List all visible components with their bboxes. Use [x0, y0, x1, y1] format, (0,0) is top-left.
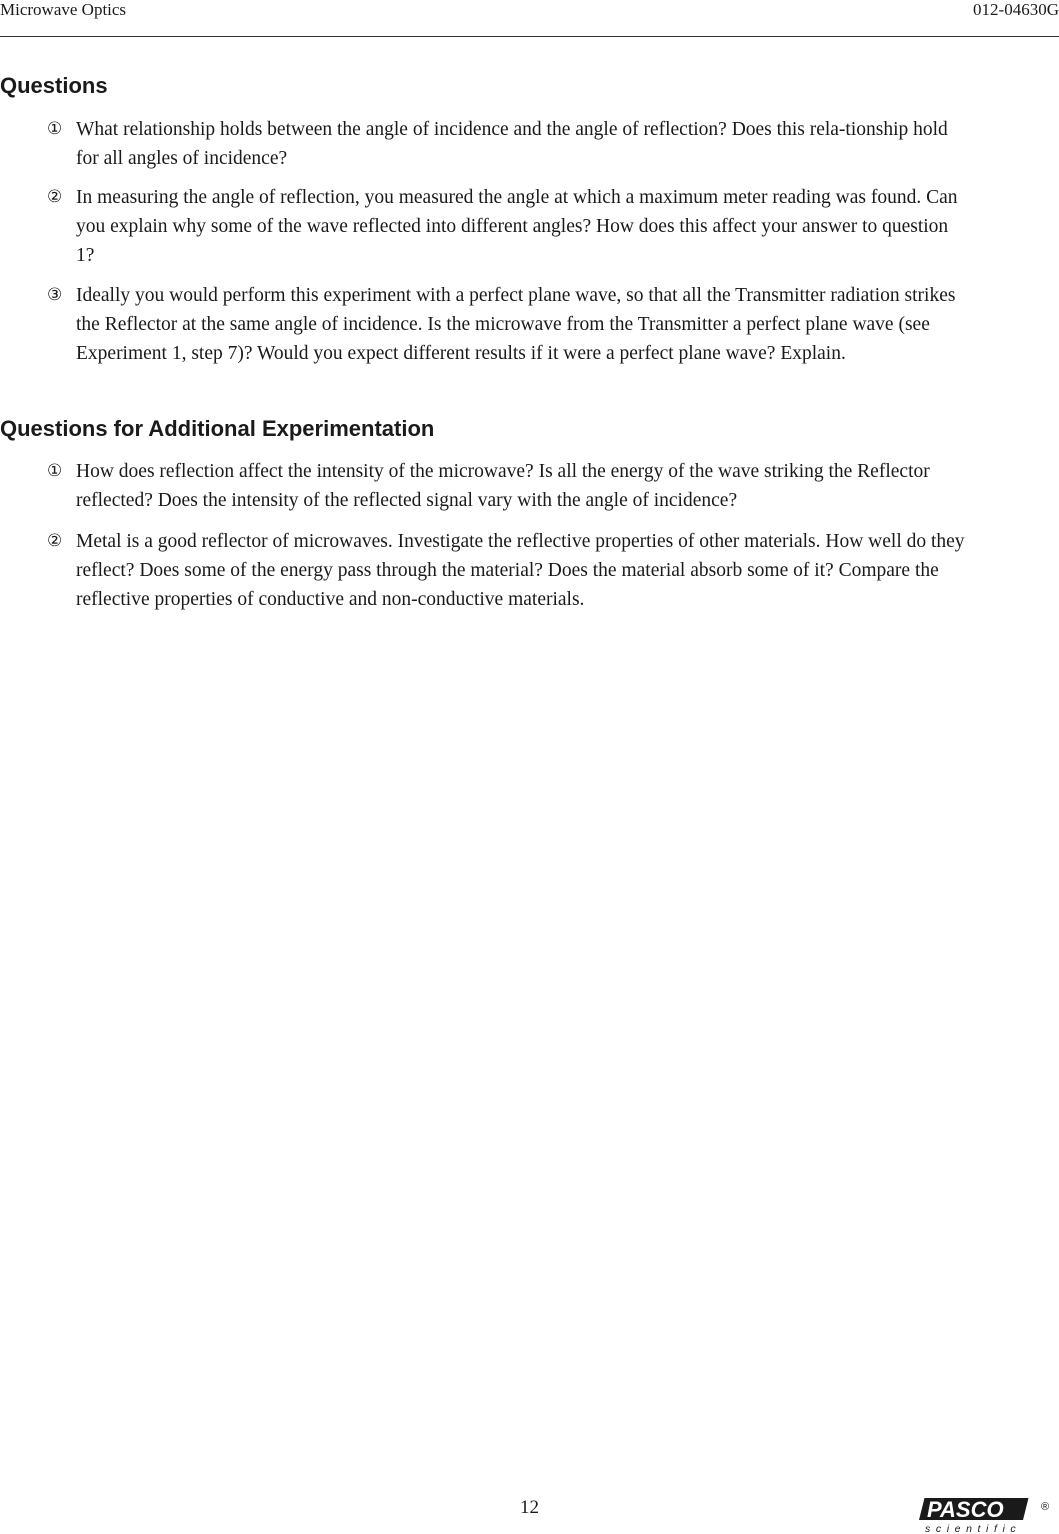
question-text: Metal is a good reflector of microwaves. Investigate the reflective properties of other materials. How well do they reflect? Does some of the energy pass through the material? Does the material absorb some of it? Compare the reflective properties of conductive and non-conductive materials. [76, 531, 965, 610]
additional-question-item-1 [47, 457, 967, 515]
question-number: ① [47, 461, 63, 481]
question-number: ② [47, 187, 63, 207]
header-divider [0, 36, 1059, 37]
question-number: ① [47, 119, 63, 139]
question-item-1 [47, 115, 967, 173]
question-text: In measuring the angle of reflection, you measured the angle at which a maximum meter reading was found. Can you explain why some of the wave reflected into different angles? How does this affect your answer to question 1? [76, 187, 958, 266]
question-number: ③ [47, 285, 63, 305]
page-number: 12 [520, 1497, 539, 1518]
question-text: Ideally you would perform this experiment with a perfect plane wave, so that all the Transmitter radiation strikes the Reflector at the same angle of incidence. Is the microwave from the Transmitter a perfect plane wave (see Experiment 1, step 7)? Would you expect different results if it were a perfect plane wave? Explain. [76, 285, 956, 364]
registered-mark: ® [1041, 1501, 1050, 1513]
question-item-2 [47, 183, 967, 270]
section-heading-additional-experimentation: Questions for Additional Experimentation [0, 416, 435, 441]
section-heading-questions: Questions [0, 73, 108, 98]
question-text: What relationship holds between the angle of incidence and the angle of reflection? Does this rela-tionship hold for all angles of incidence? [76, 119, 948, 169]
pasco-logo [915, 1496, 1055, 1534]
logo-wordmark: PASCO [927, 1497, 1004, 1522]
running-header-doc-number: 012-04630G [973, 0, 1059, 19]
question-number: ② [47, 531, 63, 551]
question-text: How does reflection affect the intensity of the microwave? Is all the energy of the wave striking the Reflector reflected? Does the intensity of the reflected signal vary with the angle of incidence? [76, 461, 930, 511]
additional-question-item-2 [47, 527, 967, 614]
logo-subtext: scientific [925, 1523, 1022, 1534]
question-item-3 [47, 281, 967, 368]
running-header-title: Microwave Optics [0, 0, 127, 19]
